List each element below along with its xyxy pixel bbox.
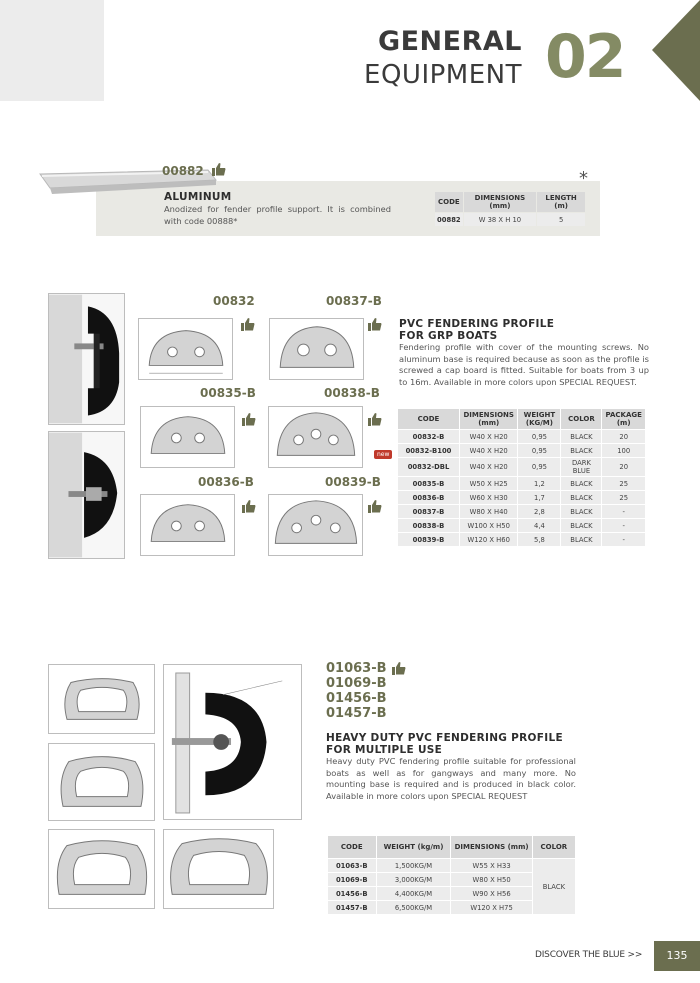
table-cell: 100 [602,444,645,457]
heavy-description: Heavy duty PVC fendering profile suitable for professional boats as well as for gangways and many more. No mounting base is required and is produced in black color. Available in more colors upon SPECIAL REQUEST [326,756,576,801]
table-cell: 01063-B [328,859,376,872]
table-cell: W55 X H33 [451,859,531,872]
heavy-mounting-drawing [163,664,302,820]
table-header: WEIGHT (KG/M) [518,409,560,429]
aluminum-code: 00882 [162,164,204,178]
table-row [398,505,645,518]
pvc-profile-photo-2 [48,431,125,559]
heavy-spec-table [327,835,576,915]
table-row [398,519,645,532]
heavy-code-01457-B: 01457-B [326,706,387,721]
table-cell: W120 X H60 [460,533,517,546]
table-header: DIMENSIONS (mm) [464,192,537,212]
pvc-profile-photo-1 [48,293,125,425]
table-cell: 00836-B [398,491,459,504]
heavy-name-line1: HEAVY DUTY PVC FENDERING PROFILE [326,732,563,744]
thumbs-up-icon [242,413,256,426]
table-cell: 2,8 [518,505,560,518]
table-cell: 3,000KG/M [377,873,451,886]
table-header: CODE [398,409,459,429]
table-cell: BLACK [561,430,601,443]
table-cell: 1,2 [518,477,560,490]
thumbs-up-icon [242,500,256,513]
table-cell: - [602,533,645,546]
table-cell: 0,95 [518,458,560,476]
heavy-name-line2: FOR MULTIPLE USE [326,744,443,756]
asterisk: * [579,168,588,189]
table-cell: W40 X H20 [460,444,517,457]
profile-drawing-00832 [138,318,233,380]
pvc-code-00835-B: 00835-B [200,386,256,400]
table-cell: 1,500KG/M [377,859,451,872]
table-cell: DARK BLUE [561,458,601,476]
profile-drawing-00836-B [140,494,235,556]
table-cell: W80 X H50 [451,873,531,886]
thumbs-up-icon [392,662,406,675]
table-cell-color: BLACK [533,859,575,914]
table-cell: 00835-B [398,477,459,490]
table-cell: W40 X H20 [460,458,517,476]
chapter-chevron-icon [650,0,700,101]
table-cell: 00832-DBL [398,458,459,476]
table-row [398,444,645,457]
thumbs-up-icon [241,318,255,331]
thumbs-up-icon [368,500,382,513]
table-cell: 01069-B [328,873,376,886]
table-row [398,491,645,504]
heavy-code-01069-B: 01069-B [326,676,387,691]
profile-drawing-00835-B [140,406,235,468]
profile-drawing-00837-B [269,318,364,380]
page-title-line1: GENERAL [377,26,522,57]
table-cell: W60 X H30 [460,491,517,504]
table-cell: 00839-B [398,533,459,546]
table-row [328,859,575,872]
table-cell: BLACK [561,477,601,490]
table-cell: 00837-B [398,505,459,518]
aluminum-description: Anodized for fender profile support. It is combined with code 00888* [164,204,391,226]
table-header: COLOR [561,409,601,429]
table-cell: 5,8 [518,533,560,546]
table-header: LENGTH (m) [537,192,585,212]
table-header: DIMENSIONS (mm) [451,836,531,858]
heavy-drawing-01069-B [48,743,155,821]
table-cell: 00832-B [398,430,459,443]
heavy-code-01063-B: 01063-B [326,661,387,676]
table-header: CODE [435,192,463,212]
table-cell: BLACK [561,491,601,504]
pvc-code-00838-B: 00838-B [324,386,380,400]
table-cell: BLACK [561,505,601,518]
table-cell: W120 X H75 [451,901,531,914]
pvc-name-line1: PVC FENDERING PROFILE [399,318,555,330]
table-cell: BLACK [561,519,601,532]
table-cell: 25 [602,491,645,504]
table-header: DIMENSIONS (mm) [460,409,517,429]
pvc-code-00836-B: 00836-B [198,475,254,489]
table-cell: 5 [537,213,585,226]
chapter-number: 02 [545,22,625,92]
table-header: WEIGHT (kg/m) [377,836,451,858]
table-cell: W 38 X H 10 [464,213,537,226]
new-badge: new [374,450,392,459]
heavy-drawing-01063-B [48,664,155,734]
table-cell: 01457-B [328,901,376,914]
heavy-code-01456-B: 01456-B [326,691,387,706]
table-header: COLOR [533,836,575,858]
footer-tagline: DISCOVER THE BLUE >> [535,950,643,960]
table-cell: - [602,519,645,532]
pvc-spec-table [397,408,646,547]
table-cell: BLACK [561,533,601,546]
table-header: PACKAGE (m) [602,409,645,429]
table-cell: 4,400KG/M [377,887,451,900]
page-title-line2: EQUIPMENT [364,60,522,90]
table-cell: W80 X H40 [460,505,517,518]
table-row [398,458,645,476]
table-cell: 00832-B100 [398,444,459,457]
thumbs-up-icon [368,318,382,331]
pvc-code-00839-B: 00839-B [325,475,381,489]
page-number: 135 [654,941,700,971]
table-cell: 0,95 [518,444,560,457]
heavy-drawing-01456-B [48,829,155,909]
table-cell: W40 X H20 [460,430,517,443]
pvc-description: Fendering profile with cover of the mounting screws. No aluminum base is required because as soon as the profile is screwed a cap board is fitted. Suitable for boats from 3 up to 16m. Available in more colors upon SPECIAL REQUEST. [399,342,649,387]
table-cell: 4,4 [518,519,560,532]
pvc-code-00837-B: 00837-B [326,294,382,308]
table-cell: - [602,505,645,518]
table-row [435,213,585,226]
table-cell: 0,95 [518,430,560,443]
table-cell: W50 X H25 [460,477,517,490]
table-cell: BLACK [561,444,601,457]
aluminum-name: ALUMINUM [164,191,232,203]
table-cell: 1,7 [518,491,560,504]
profile-drawing-00838-B [268,406,363,468]
pvc-name-line2: FOR GRP BOATS [399,330,498,342]
table-cell: W100 X H50 [460,519,517,532]
table-cell: 00838-B [398,519,459,532]
table-header: CODE [328,836,376,858]
table-cell: 20 [602,458,645,476]
corner-grey-block [0,0,104,101]
table-cell: W90 X H56 [451,887,531,900]
table-row [398,430,645,443]
table-row [398,533,645,546]
table-cell: 20 [602,430,645,443]
pvc-code-00832: 00832 [213,294,255,308]
profile-drawing-00839-B [268,494,363,556]
aluminum-spec-table [434,191,586,227]
table-cell: 00882 [435,213,463,226]
thumbs-up-icon [212,163,226,176]
table-cell: 6,500KG/M [377,901,451,914]
table-cell: 01456-B [328,887,376,900]
thumbs-up-icon [368,413,382,426]
heavy-drawing-01457-B [163,829,274,909]
table-cell: 25 [602,477,645,490]
table-row [398,477,645,490]
